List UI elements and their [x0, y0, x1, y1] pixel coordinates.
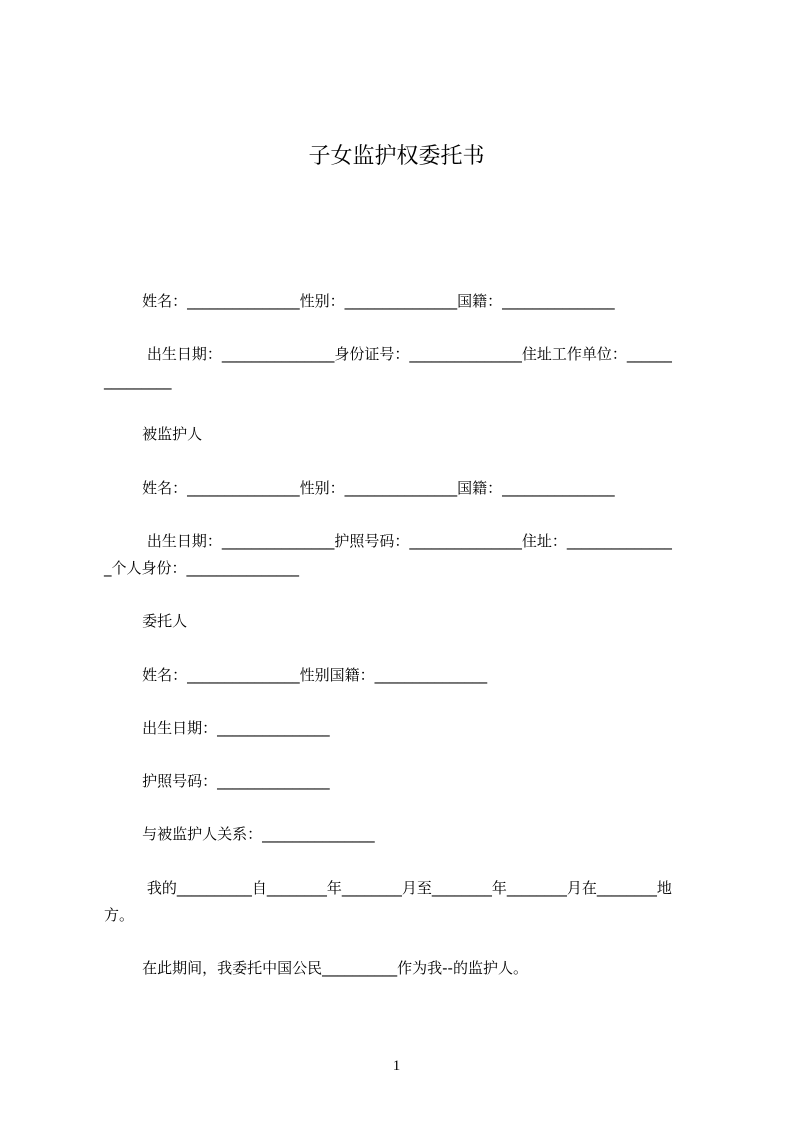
ward-personal-identity-line: _个人身份：_______________ [104, 559, 300, 577]
trustee-name-gender-nationality-line: 姓名：_______________性别国籍：_______________ [104, 666, 488, 684]
entrustment-statement-line: 在此期间，我委托中国公民__________作为我--的监护人。 [104, 959, 528, 977]
guardian-birth-id-address-line: 出生日期：_______________身份证号：_______________住址工作单位：______ [104, 345, 672, 363]
ward-name-gender-nationality-line: 姓名：_______________性别：_______________国籍：_______________ [104, 479, 615, 497]
trustee-section-heading: 委托人 [104, 612, 188, 630]
guardian-address-continuation-line: _________ [104, 372, 172, 390]
period-statement-continuation-line: 方。 [104, 906, 135, 924]
period-statement-line: 我的__________自________年________月至________年________月在________地 [104, 879, 672, 897]
guardian-name-gender-nationality-line: 姓名：_______________性别：_______________国籍：_______________ [104, 292, 615, 310]
trustee-birth-date-line: 出生日期：_______________ [104, 719, 330, 737]
trustee-passport-number-line: 护照号码：_______________ [104, 772, 330, 790]
document-title: 子女监护权委托书 [308, 144, 485, 169]
trustee-relationship-line: 与被监护人关系：_______________ [104, 825, 375, 843]
ward-birth-passport-address-line: 出生日期：_______________护照号码：_______________住址：______________ [104, 532, 672, 550]
ward-section-heading: 被监护人 [104, 425, 203, 443]
page-number: 1 [392, 1058, 401, 1074]
